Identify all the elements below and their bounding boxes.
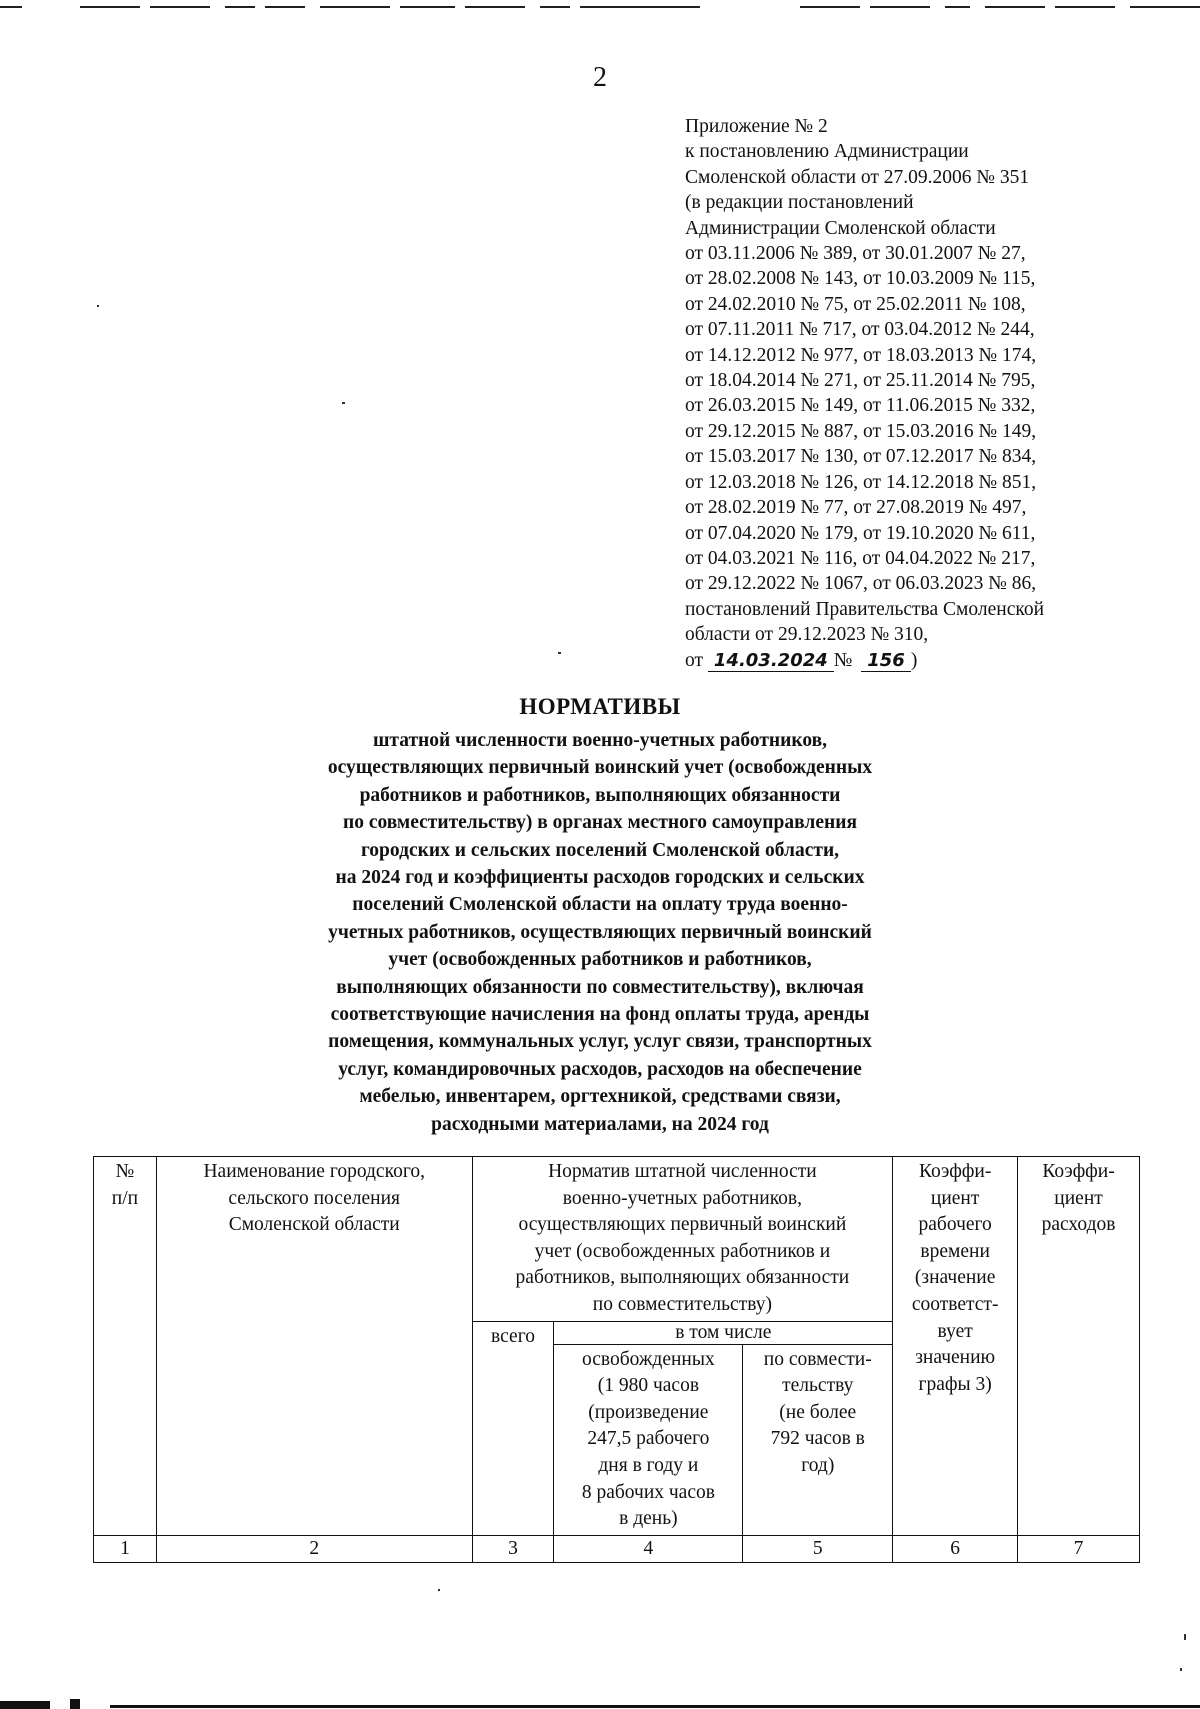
subtitle-line: поселений Смоленской области на оплату труда военно-: [352, 894, 848, 916]
appendix-line: от 28.02.2008 № 143, от 10.03.2009 № 115,: [685, 268, 1036, 290]
appendix-line: от 04.03.2021 № 116, от 04.04.2022 № 217,: [685, 547, 1036, 569]
header-working-time-coefficient: [893, 1157, 1018, 1536]
subtitle-line: штатной численности военно-учетных работников,: [372, 730, 828, 751]
header-text: Коэффи-: [1042, 1161, 1115, 1182]
document-title: НОРМАТИВЫ: [519, 694, 681, 719]
column-number: 1: [94, 1535, 157, 1562]
header-text: по совмести-: [763, 1348, 872, 1370]
column-number: 2: [156, 1535, 472, 1562]
subtitle-line: помещения, коммунальных услуг, услуг связи, транспортных: [328, 1031, 872, 1053]
header-including: в том числе: [554, 1321, 893, 1344]
header-text: циент: [930, 1187, 980, 1209]
column-number: 5: [743, 1535, 893, 1562]
subtitle-line: выполняющих обязанности по совместительству), включая: [336, 976, 864, 998]
header-text: Коэффи-: [918, 1161, 992, 1182]
subtitle-line: услуг, командировочных расходов, расходов на обеспечение: [338, 1058, 862, 1080]
subtitle-line: работников и работников, выполняющих обязанности: [359, 784, 841, 806]
table-header-row: [94, 1157, 1140, 1322]
subtitle-line: осуществляющих первичный воинский учет (освобожденных: [327, 757, 873, 779]
header-row-number: [94, 1157, 157, 1536]
page-number: 2: [593, 62, 607, 93]
appendix-line: от 26.03.2015 № 149, от 11.06.2015 № 332,: [685, 395, 1036, 417]
subtitle-line: мебелью, инвентарем, оргтехникой, средствами связи,: [359, 1086, 841, 1108]
subtitle-line: расходными материалами, на 2024 год: [431, 1113, 769, 1135]
scan-edge-top: [0, 6, 1200, 9]
header-text: №: [115, 1161, 135, 1182]
header-text: (произведение: [588, 1401, 709, 1423]
appendix-line: от 28.02.2019 № 77, от 27.08.2019 № 497,: [685, 497, 1027, 519]
subtitle-line: учетных работников, осуществляющих первичный воинский: [328, 921, 872, 943]
header-text: времени: [920, 1240, 990, 1262]
appendix-line: области от 29.12.2023 № 310,: [685, 624, 929, 646]
header-released: [554, 1344, 743, 1535]
scan-speck: [342, 402, 345, 404]
handwritten-date: 14.03.2024: [708, 651, 834, 672]
header-text: учет (освобожденных работников и: [534, 1240, 831, 1262]
scan-speck: [1180, 1668, 1182, 1671]
amendment-prefix: от: [685, 649, 704, 671]
header-text: работников, выполняющих обязанности: [515, 1267, 850, 1289]
header-text: 792 часов в: [770, 1428, 865, 1450]
norms-table: [93, 1156, 1140, 1563]
column-number: 6: [893, 1535, 1018, 1562]
appendix-line: от 07.04.2020 № 179, от 19.10.2020 № 611,: [685, 522, 1036, 544]
subtitle-line: соответствующие начисления на фонд оплаты труда, аренды: [330, 1004, 870, 1026]
subtitle-line: городских и сельских поселений Смоленской области,: [360, 839, 840, 861]
header-text: (не более: [779, 1401, 857, 1423]
header-text: осуществляющих первичный воинский: [518, 1214, 847, 1236]
appendix-header: [685, 114, 1155, 673]
appendix-line: от 29.12.2022 № 1067, от 06.03.2023 № 86,: [685, 573, 1037, 595]
scan-edge-bottom: [0, 1697, 1200, 1709]
header-text: освобожденных: [582, 1348, 715, 1370]
appendix-line: Администрации Смоленской области: [685, 217, 996, 239]
header-text: расходов: [1041, 1214, 1116, 1236]
header-text: год): [801, 1454, 835, 1476]
header-text: по совместительству): [592, 1293, 772, 1315]
header-text: дня в году и: [598, 1454, 699, 1476]
header-text: вует: [937, 1320, 973, 1342]
scan-speck: [558, 652, 561, 654]
header-text: Норматив штатной численности: [548, 1161, 817, 1182]
header-text: рабочего: [918, 1214, 992, 1236]
header-part-time: [743, 1344, 893, 1535]
appendix-line: от 29.12.2015 № 887, от 15.03.2016 № 149,: [685, 420, 1037, 442]
appendix-line: от 12.03.2018 № 126, от 14.12.2018 № 851,: [685, 471, 1037, 493]
amendment-suffix: ): [910, 649, 918, 671]
subtitle-line: учет (освобожденных работников и работников,: [388, 949, 812, 971]
header-settlement-name: [156, 1157, 472, 1536]
handwritten-number: 156: [861, 651, 911, 672]
appendix-line: Приложение № 2: [685, 116, 828, 137]
appendix-line: от 15.03.2017 № 130, от 07.12.2017 № 834,: [685, 446, 1037, 468]
header-text: 247,5 рабочего: [587, 1428, 710, 1450]
column-number: 3: [472, 1535, 554, 1562]
document-subtitle: [230, 727, 970, 1138]
appendix-line: постановлений Правительства Смоленской: [685, 598, 1045, 620]
scan-speck: [97, 305, 99, 307]
header-text: Наименование городского,: [203, 1161, 425, 1182]
appendix-line: от 03.11.2006 № 389, от 30.01.2007 № 27,: [685, 243, 1026, 265]
header-total: всего: [472, 1321, 554, 1535]
amendment-signature-line: [685, 648, 1155, 673]
appendix-line: (в редакции постановлений: [685, 192, 914, 214]
appendix-line: от 24.02.2010 № 75, от 25.02.2011 № 108,: [685, 293, 1026, 315]
header-text: сельского поселения: [228, 1187, 401, 1209]
appendix-line: от 14.12.2012 № 977, от 18.03.2013 № 174,: [685, 344, 1037, 366]
column-number: 7: [1018, 1535, 1140, 1562]
header-text: тельству: [782, 1375, 854, 1397]
header-text: значению: [915, 1347, 996, 1369]
scan-speck: [1184, 1634, 1186, 1640]
appendix-line: от 07.11.2011 № 717, от 03.04.2012 № 244,: [685, 319, 1035, 341]
header-expense-coefficient: [1018, 1157, 1140, 1536]
header-staff-norm: [472, 1157, 893, 1322]
header-text: соответст-: [911, 1293, 999, 1315]
subtitle-line: по совместительству) в органах местного самоуправления: [342, 812, 858, 834]
number-sign: №: [833, 649, 853, 671]
scan-speck: [438, 1589, 440, 1591]
header-text: (1 980 часов: [597, 1375, 700, 1397]
header-text: (значение: [914, 1267, 996, 1289]
column-number-row: [94, 1535, 1140, 1562]
column-number: 4: [554, 1535, 743, 1562]
header-text: графы 3): [918, 1373, 992, 1395]
subtitle-line: на 2024 год и коэффициенты расходов городских и сельских: [335, 867, 865, 889]
header-text: Смоленской области: [228, 1214, 400, 1236]
appendix-line: Смоленской области от 27.09.2006 № 351: [685, 166, 1030, 188]
appendix-line: к постановлению Администрации: [685, 141, 969, 163]
header-text: п/п: [111, 1187, 139, 1209]
header-text: в день): [619, 1508, 678, 1530]
header-text: военно-учетных работников,: [562, 1187, 803, 1209]
appendix-line: от 18.04.2014 № 271, от 25.11.2014 № 795,: [685, 370, 1036, 392]
header-text: 8 рабочих часов: [581, 1481, 715, 1503]
header-text: циент: [1054, 1187, 1103, 1209]
